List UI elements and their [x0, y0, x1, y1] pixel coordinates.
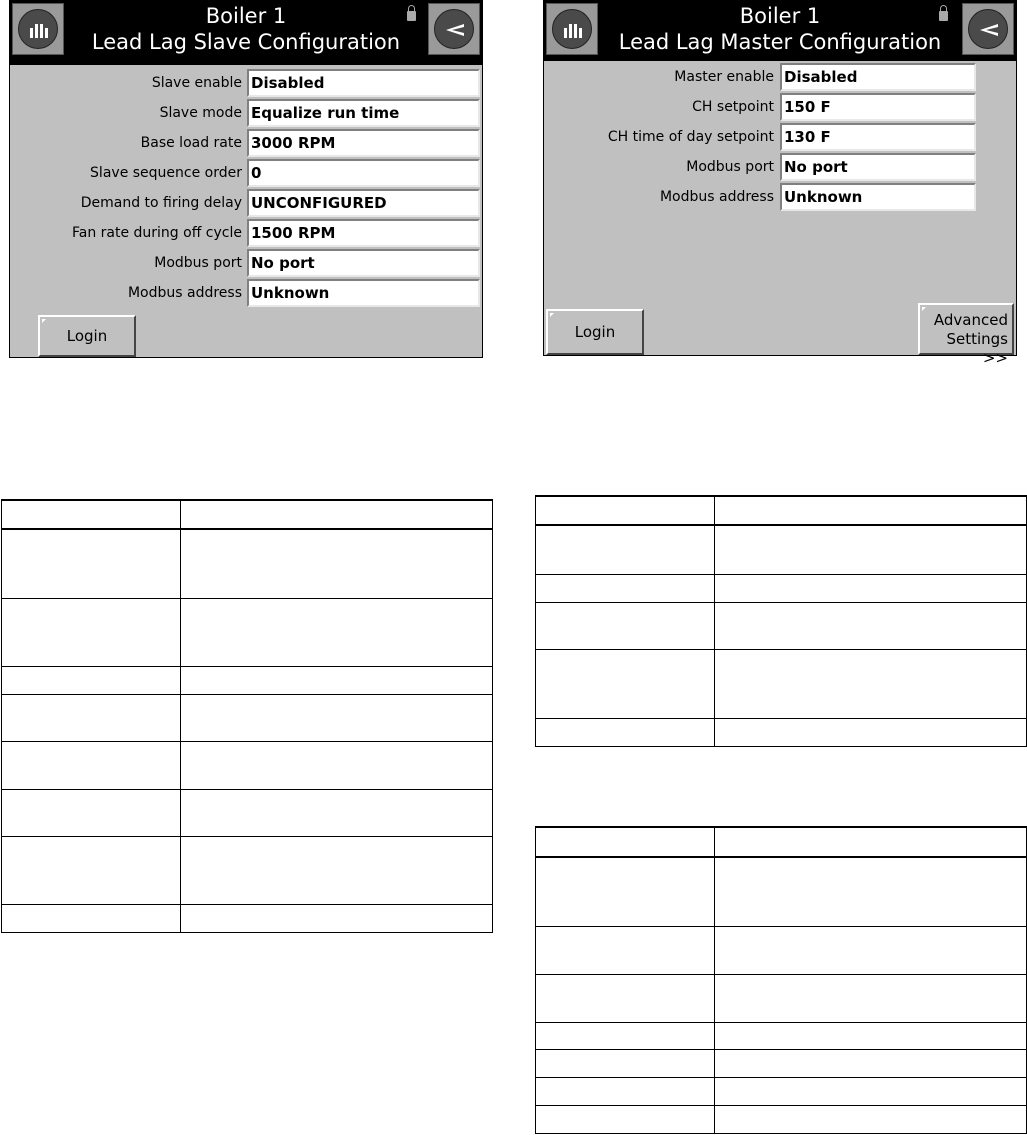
demand-firing-delay-field[interactable]: UNCONFIGURED: [247, 189, 480, 217]
table-row: [536, 525, 1027, 574]
table-row: [536, 602, 1027, 649]
advanced-settings-button[interactable]: [918, 303, 1014, 367]
master-enable-field[interactable]: Disabled: [780, 63, 976, 91]
master-modbus-port-row: [544, 153, 1016, 181]
field-label: Modbus address: [127, 285, 242, 301]
screen-title: Boiler 1: [205, 4, 287, 28]
ch-time-of-day-setpoint-row: [544, 123, 1016, 151]
table-row: [2, 904, 493, 932]
base-load-rate-row: [10, 129, 482, 157]
lock-icon: [407, 11, 416, 21]
table-row: [536, 926, 1027, 974]
login-label: Login: [66, 327, 108, 345]
table-row: [536, 649, 1027, 718]
table-header-cell: [715, 827, 1027, 857]
field-label: Modbus port: [154, 255, 242, 271]
master-parameter-table: [535, 495, 1027, 747]
field-label: Slave enable: [151, 75, 242, 91]
field-label: Modbus port: [686, 159, 774, 175]
table-header-cell: [2, 500, 181, 529]
field-label: CH setpoint: [692, 99, 774, 115]
table-row: [536, 974, 1027, 1022]
slave-mode-row: [10, 99, 482, 127]
slave-config-screen: [9, 0, 483, 358]
slave-header-bar: [10, 1, 482, 65]
fan-rate-off-cycle-field[interactable]: 1500 RPM: [247, 219, 480, 247]
advanced-label-line1: Advanced: [933, 311, 1008, 329]
field-label: Slave sequence order: [90, 165, 242, 181]
field-label: Slave mode: [159, 105, 242, 121]
table-row: [536, 718, 1027, 746]
login-button[interactable]: [38, 315, 136, 357]
table-row: [536, 1049, 1027, 1077]
back-arrow-icon: [434, 9, 474, 49]
slave-modbus-address-field[interactable]: Unknown: [247, 279, 480, 307]
ch-setpoint-field[interactable]: 150 F: [780, 93, 976, 121]
table-row: [2, 694, 493, 741]
login-button[interactable]: [546, 309, 644, 355]
slave-parameter-table: [1, 499, 493, 933]
login-label: Login: [574, 323, 616, 341]
table-row: [536, 1022, 1027, 1049]
slave-mode-field[interactable]: Equalize run time: [247, 99, 480, 127]
advanced-parameter-table: [535, 826, 1027, 1134]
field-label: Modbus address: [659, 189, 774, 205]
master-modbus-address-field[interactable]: Unknown: [780, 183, 976, 211]
ch-setpoint-row: [544, 93, 1016, 121]
master-enable-row: [544, 63, 1016, 91]
screen-title: Boiler 1: [739, 4, 821, 28]
base-load-rate-field[interactable]: 3000 RPM: [247, 129, 480, 157]
advanced-label-line2: Settings >>: [946, 330, 1008, 367]
field-label: Base load rate: [140, 135, 242, 151]
screen-subtitle: Lead Lag Master Configuration: [618, 30, 942, 54]
back-arrow-icon: [968, 9, 1008, 49]
field-label: Fan rate during off cycle: [71, 225, 242, 241]
slave-sequence-order-row: [10, 159, 482, 187]
demand-firing-delay-row: [10, 189, 482, 217]
field-label: Demand to firing delay: [80, 195, 242, 211]
table-row: [536, 1077, 1027, 1105]
slave-modbus-address-row: [10, 279, 482, 307]
fan-rate-off-cycle-row: [10, 219, 482, 247]
master-header-bar: [544, 1, 1016, 61]
table-header-cell: [536, 496, 715, 525]
table-row: [2, 741, 493, 789]
table-header-cell: [715, 496, 1027, 525]
ch-time-of-day-setpoint-field[interactable]: 130 F: [780, 123, 976, 151]
table-row: [2, 666, 493, 694]
back-button[interactable]: [428, 3, 480, 55]
table-row: [536, 574, 1027, 602]
master-modbus-port-field[interactable]: No port: [780, 153, 976, 181]
slave-enable-field[interactable]: Disabled: [247, 69, 480, 97]
slave-modbus-port-row: [10, 249, 482, 277]
table-header-cell: [181, 500, 493, 529]
field-label: Master enable: [674, 69, 774, 85]
slave-sequence-order-field[interactable]: 0: [247, 159, 480, 187]
table-row: [2, 529, 493, 598]
lock-icon: [939, 11, 948, 21]
slave-modbus-port-field[interactable]: No port: [247, 249, 480, 277]
slave-enable-row: [10, 69, 482, 97]
master-modbus-address-row: [544, 183, 1016, 211]
back-button[interactable]: [962, 3, 1014, 55]
table-row: [2, 836, 493, 904]
table-row: [536, 857, 1027, 926]
screen-subtitle: Lead Lag Slave Configuration: [91, 30, 401, 54]
table-row: [2, 789, 493, 836]
table-row: [536, 1105, 1027, 1133]
master-config-screen: [543, 0, 1017, 367]
table-header-cell: [536, 827, 715, 857]
table-row: [2, 598, 493, 666]
field-label: CH time of day setpoint: [607, 129, 774, 145]
